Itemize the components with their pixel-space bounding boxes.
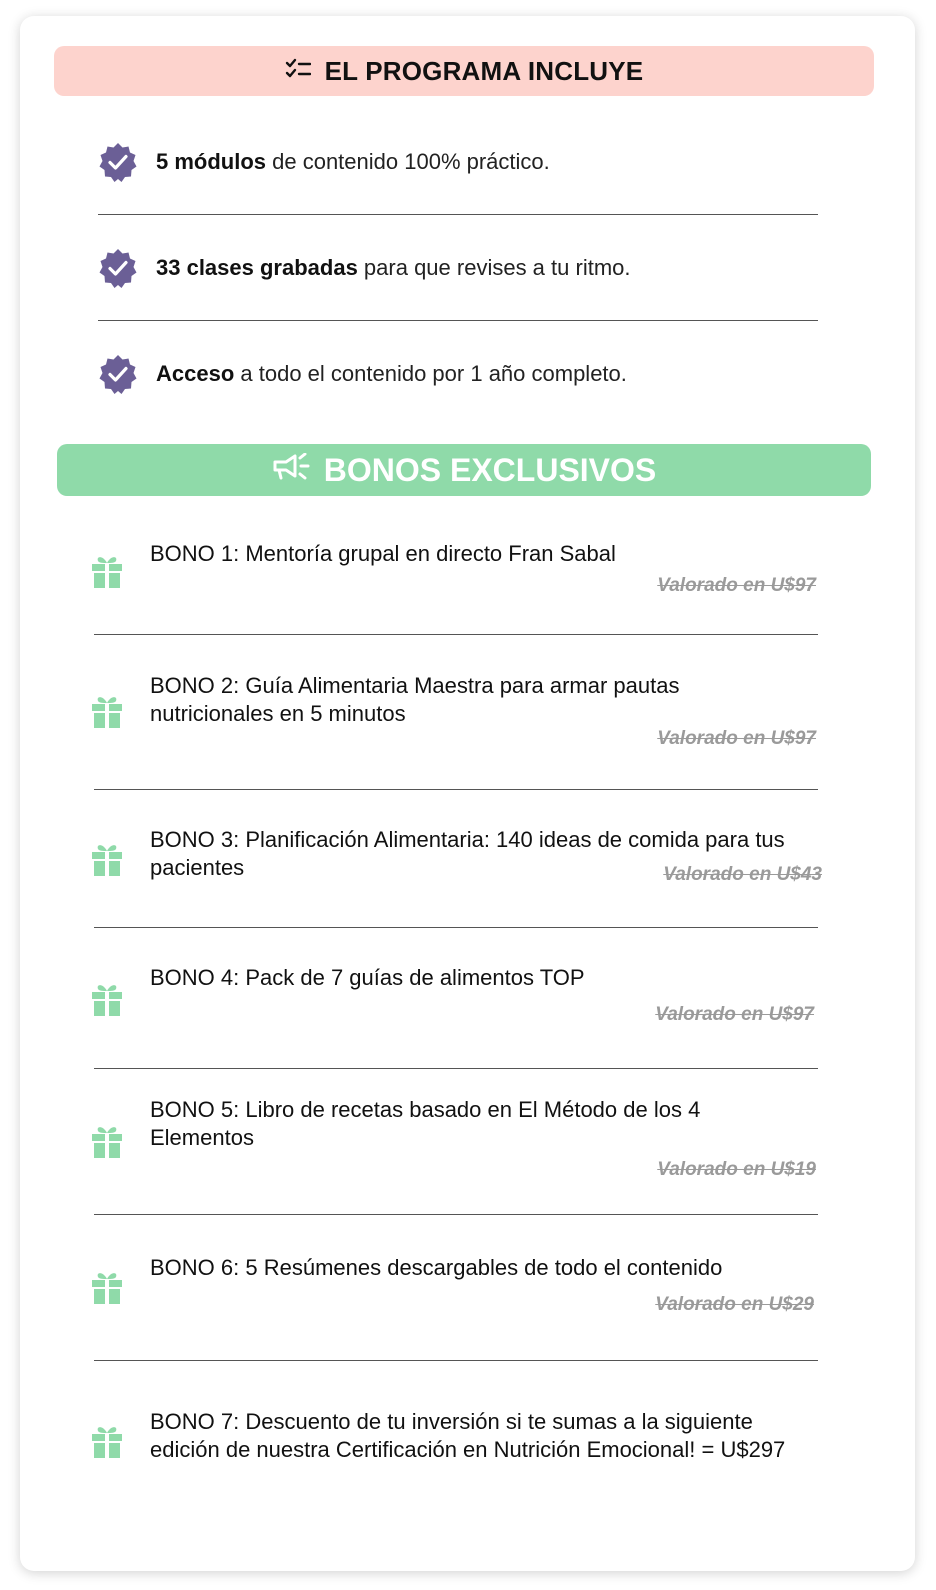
bono-item [92,1096,822,1196]
bonos-title: BONOS EXCLUSIVOS [323,451,657,488]
divider [94,634,818,635]
verified-check-icon [98,354,138,394]
bono-item [92,1408,822,1518]
bonos-banner [57,444,871,496]
program-item [98,243,818,293]
bono-title: BONO 5: Libro de recetas basado en El Método de los 4 Elementos [150,1097,701,1150]
checklist-icon [285,56,311,87]
gift-icon [92,982,122,1016]
bono-item [92,540,822,610]
verified-check-icon [98,248,138,288]
bono-price: Valorado en U$19 [657,1159,816,1180]
bono-title: BONO 7: Descuento de tu inversión si te sumas a la siguiente edición de nuestra Certificación en Nutrición Emocional! = U$297 [150,1409,786,1462]
bono-title: BONO 3: Planificación Alimentaria: 140 ideas de comida para tus pacientes [150,827,785,880]
bono-price: Valorado en U$97 [657,575,816,596]
divider [94,927,818,928]
bono-price: Valorado en U$97 [657,728,816,749]
bono-title: BONO 4: Pack de 7 guías de alimentos TOP [150,965,585,990]
megaphone-icon [272,452,310,489]
program-item-text [156,255,631,281]
divider [98,214,818,215]
verified-check-icon [98,142,138,182]
program-item-bold: 33 clases grabadas [156,255,358,280]
bono-title: BONO 1: Mentoría grupal en directo Fran Sabal [150,541,616,566]
bono-item [92,964,822,1054]
divider [94,1214,818,1215]
program-item-text [156,149,550,175]
gift-icon [92,694,122,728]
bono-price: Valorado en U$29 [655,1294,814,1315]
program-item-bold: 5 módulos [156,149,267,174]
program-item-rest: de contenido 100% práctico. [266,149,550,174]
bono-title: BONO 6: 5 Resúmenes descargables de todo el contenido [150,1255,723,1280]
program-title: EL PROGRAMA INCLUYE [324,55,644,86]
program-item [98,349,818,399]
bono-price: Valorado en U$97 [655,1004,814,1025]
program-banner [54,46,874,96]
bono-title: BONO 2: Guía Alimentaria Maestra para armar pautas nutricionales en 5 minutos [150,673,680,726]
bono-item [92,1254,822,1344]
gift-icon [92,554,122,588]
gift-icon [92,1124,122,1158]
program-item-text [156,361,627,387]
bono-item [92,826,822,916]
bono-item [92,672,822,772]
program-item-bold: Acceso [156,361,235,386]
gift-icon [92,842,122,876]
bono-price: Valorado en U$43 [663,864,822,885]
divider [98,320,818,321]
divider [94,1068,818,1069]
gift-icon [92,1424,122,1458]
program-item [98,137,818,187]
divider [94,1360,818,1361]
program-item-rest: para que revises a tu ritmo. [357,255,631,280]
program-item-rest: a todo el contenido por 1 año completo. [234,361,627,386]
offer-card [20,16,915,1571]
divider [94,789,818,790]
gift-icon [92,1270,122,1304]
